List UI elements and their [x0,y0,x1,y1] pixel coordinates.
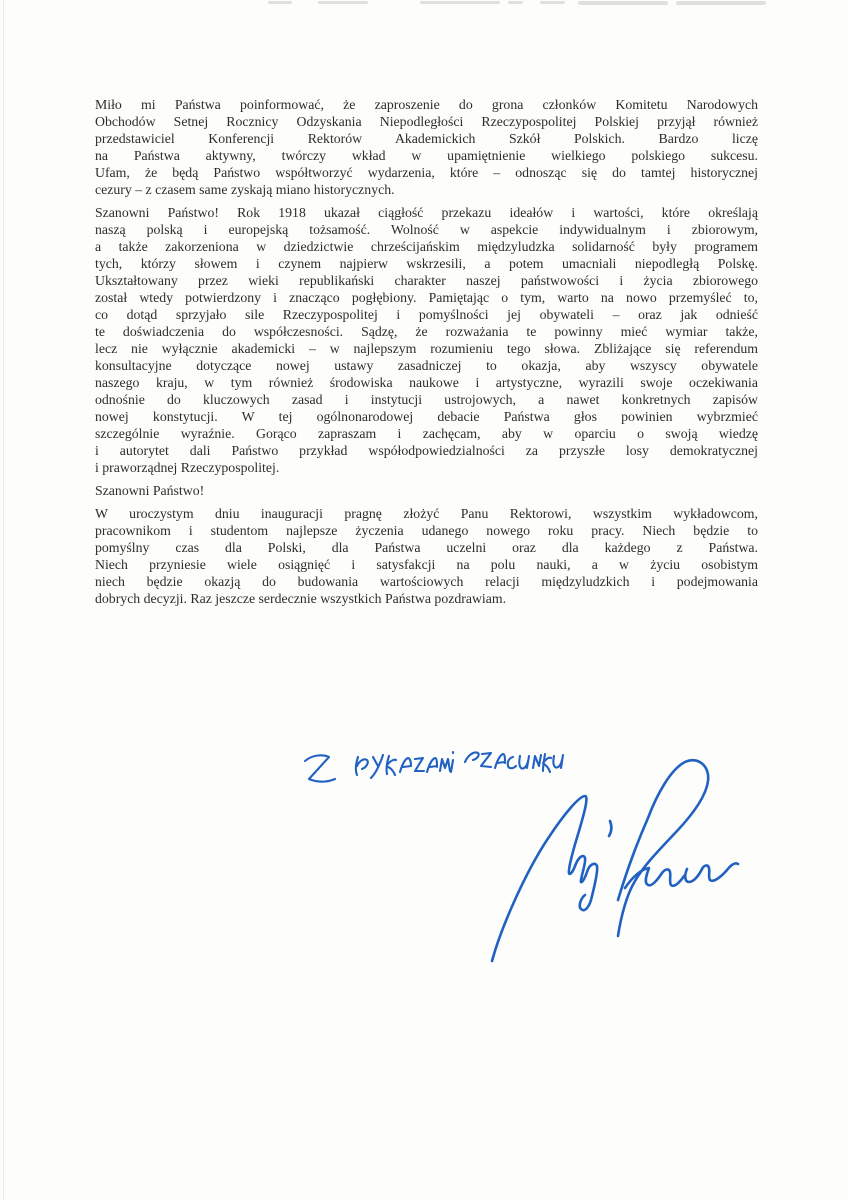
paragraph [95,204,758,476]
text-line: Ukształtowany przez wieki republikański charakter naszej państwowości i życia zbiorowego [95,273,758,288]
scan-artifact [420,1,500,4]
text-line: niech będzie okazją do budowania wartościowych relacji międzyludzkich i podejmowania [95,574,758,589]
text-line: i praworządnej Rzeczypospolitej. [95,460,280,475]
scan-artifact [508,1,523,4]
text-line: pracownikom i studentom najlepsze życzenia udanego nowego roku pracy. Niech będzie to [95,523,758,538]
text-line: co dotąd sprzyjało sile Rzeczypospolitej i pomyślności jej obywateli – oraz jak odnieść [95,307,758,322]
scan-artifact [578,1,668,5]
text-line: na Państwa aktywny, twórczy wkład w upamiętnienie wielkiego polskiego sukcesu. [95,148,758,163]
scan-artifact [318,1,368,4]
text-line: a także zakorzeniona w dziedzictwie chrześcijańskim międzyludzka solidarność były programem [95,239,758,254]
scan-artifact [676,1,766,5]
paragraph [95,505,758,607]
signature-scribble [492,760,738,961]
text-line: naszego kraju, w tym również środowiska naukowe i artystyczne, wyrazili swoje oczekiwania [95,375,758,390]
text-line: Miło mi Państwa poinformować, że zaproszenie do grona członków Komitetu Narodowych [95,97,758,112]
text-line: dobrych decyzji. Raz jeszcze serdecznie wszystkich Państwa pozdrawiam. [95,591,507,606]
text-line: i autorytet dali Państwo przykład współodpowiedzialności za przyszłe losy demokratycznej [95,443,758,458]
letter-body [95,96,758,613]
text-line: odnośnie do kluczowych zasad i instytucji ustrojowych, a nawet konkretnych zapisów [95,392,758,407]
text-line: Obchodów Setnej Rocznicy Odzyskania Niepodległości Rzeczypospolitej Polskiej przyjął również [95,114,758,129]
text-line: przedstawiciel Konferencji Rektorów Akademickich Szkół Polskich. Bardzo liczę [95,131,758,146]
text-line: Szanowni Państwo! Rok 1918 ukazał ciągłość przekazu ideałów i wartości, które określają [95,205,758,220]
paragraph [95,96,758,198]
text-line: szczególnie wyraźnie. Gorąco zapraszam i zachęcam, aby w oparciu o swoją wiedzę [95,426,758,441]
handwritten-text-z-wyrazami-szacunku [305,752,563,782]
paragraph [95,482,758,499]
scan-artifact [268,1,292,4]
handwritten-closing-block [285,730,745,975]
text-line: pomyślny czas dla Polski, dla Państwa uczelni oraz dla każdego z Państwa. [95,540,758,555]
scan-artifact [540,1,565,4]
text-line: naszą polską i europejską tożsamość. Wolność w aspekcie indywidualnym i zbiorowym, [95,222,758,237]
text-line: nowej konstytucji. W tej ogólnonarodowej debacie Państwa głos powinien wybrzmieć [95,409,758,424]
text-line: tych, którzy słowem i czynem najpierw wskrzesili, a potem umacniali niepodległą Polskę. [95,256,758,271]
scan-edge-line [3,0,4,1200]
text-line: lecz nie wyłącznie akademicki – w najlepszym rozumieniu tego słowa. Zbliżające się referendum [95,341,758,356]
text-line: cezury – z czasem same zyskają miano historycznych. [95,182,395,197]
text-line: Szanowni Państwo! [95,483,205,498]
text-line: Ufam, że będą Państwo współtworzyć wydarzenia, które – odnosząc się do tamtej historycznej [95,165,758,180]
text-line: konsultacyjne dotyczące nowej ustawy zasadniczej to okazja, aby wszyscy obywatele [95,358,758,373]
text-line: Niech przyniesie wiele osiągnięć i satysfakcji na polu nauki, a w życiu osobistym [95,557,758,572]
text-line: został wtedy potwierdzony i znacząco pogłębiony. Pamiętając o tym, warto na nowo przemyśleć to, [95,290,758,305]
text-line: te doświadczenia do współczesności. Sądzę, że rozważania te powinny mieć wymiar także, [95,324,758,339]
text-line: W uroczystym dniu inauguracji pragnę złożyć Panu Rektorowi, wszystkim wykładowcom, [95,506,758,521]
